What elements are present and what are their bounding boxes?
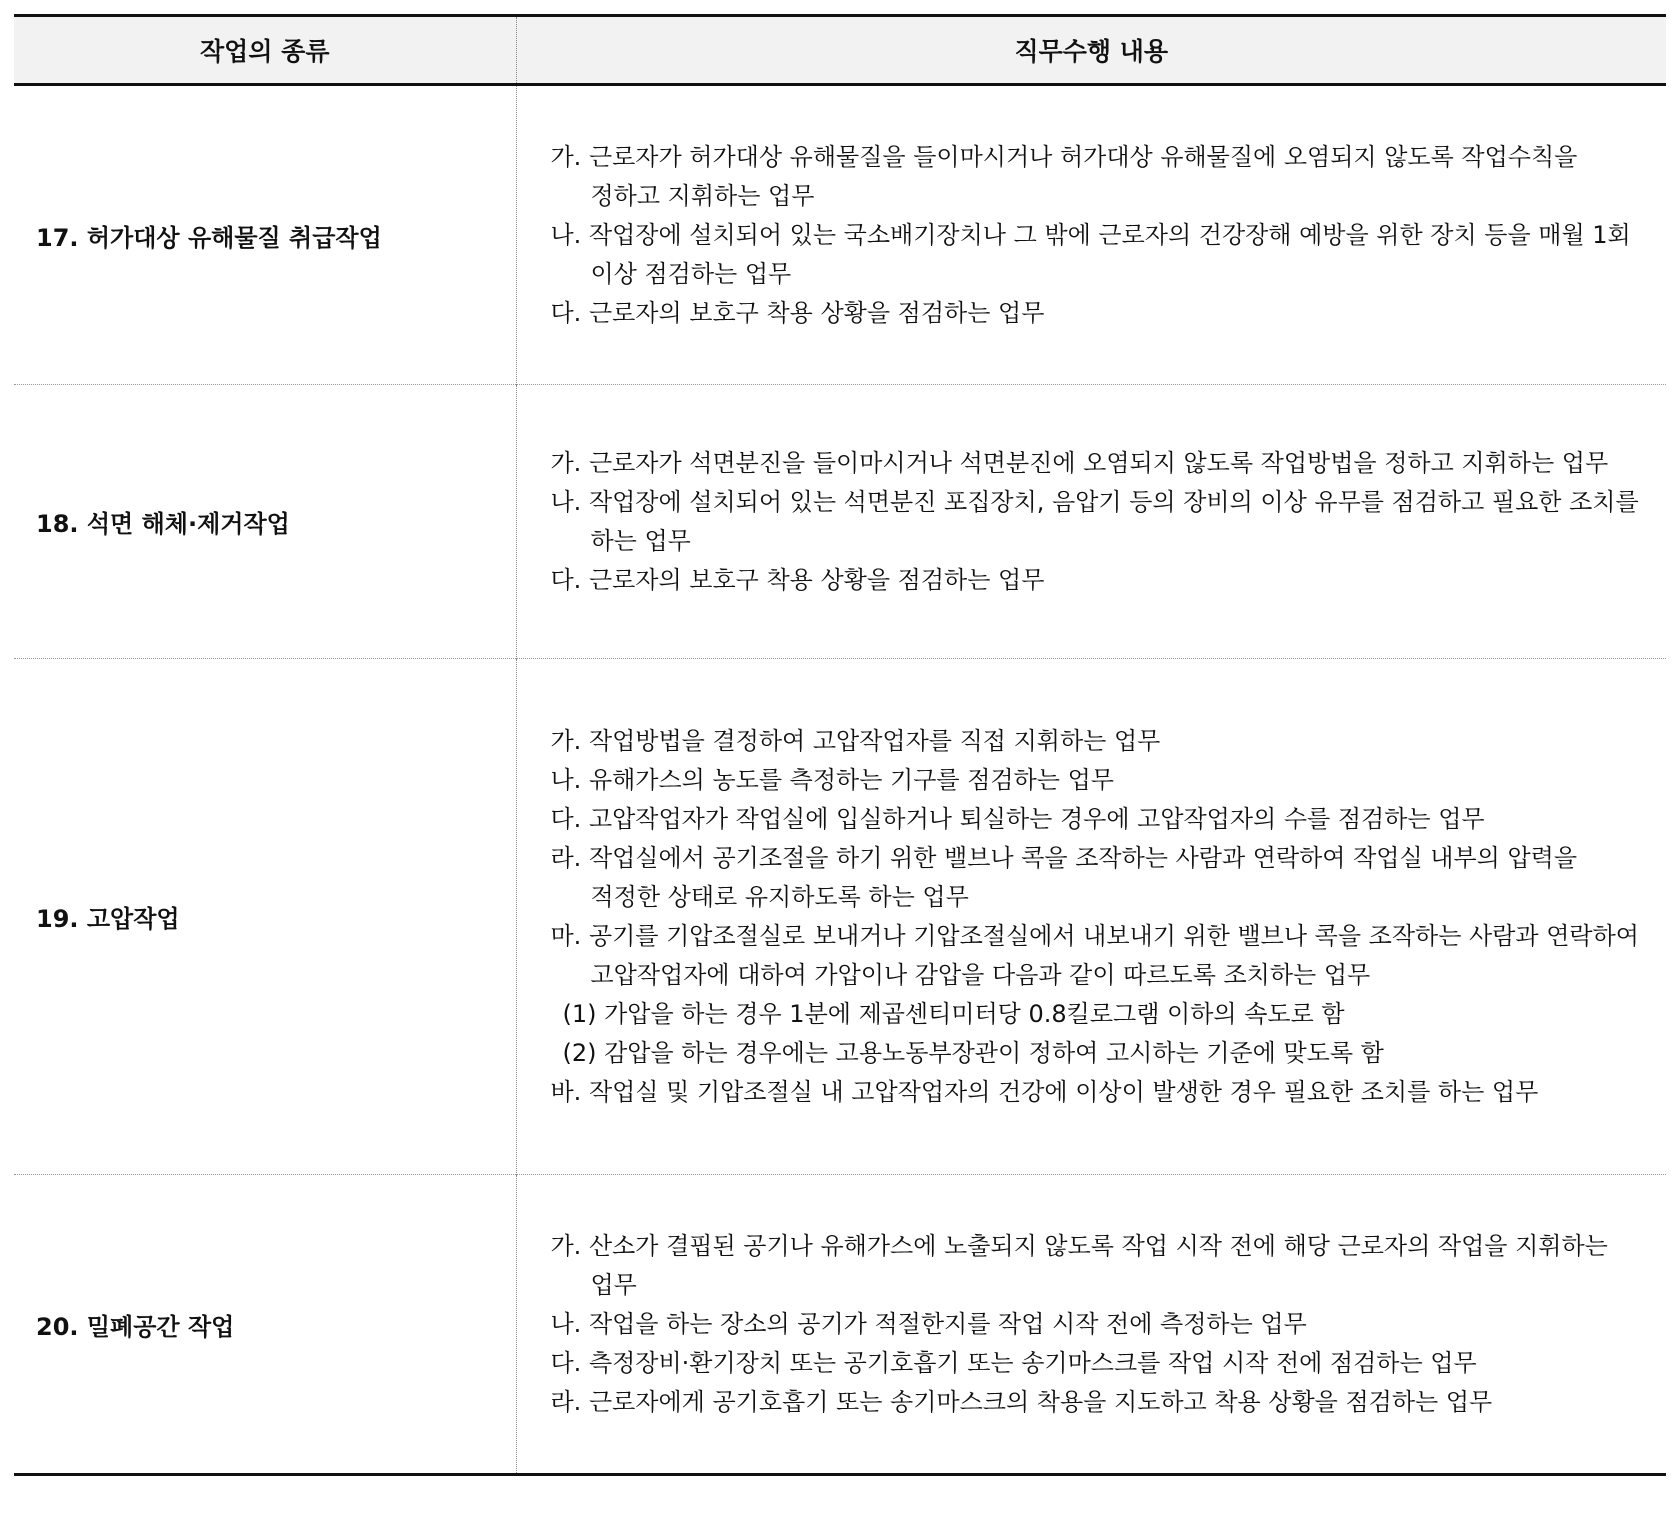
duty-item: 나. 작업을 하는 장소의 공기가 적절한지를 작업 시작 전에 측정하는 업무 [550, 1309, 1307, 1338]
work-kind: 19. 고압작업 [14, 659, 516, 1175]
work-kind: 17. 허가대상 유해물질 취급작업 [14, 85, 516, 385]
duty-item: 가. 근로자가 허가대상 유해물질을 들이마시거나 허가대상 유해물질에 오염되지 않도록 작업수칙을 정하고 지휘하는 업무 [550, 142, 1578, 210]
duty-item: 다. 고압작업자가 작업실에 입실하거나 퇴실하는 경우에 고압작업자의 수를 점검하는 업무 [550, 804, 1485, 833]
duty-sub-item: (2) 감압을 하는 경우에는 고용노동부장관이 정하여 고시하는 기준에 맞도록 함 [562, 1038, 1384, 1067]
duty-item: 가. 산소가 결핍된 공기나 유해가스에 노출되지 않도록 작업 시작 전에 해당 근로자의 작업을 지휘하는 업무 [550, 1231, 1608, 1299]
duties-cell [516, 1175, 1666, 1475]
duty-sub-item: (1) 가압을 하는 경우 1분에 제곱센티미터당 0.8킬로그램 이하의 속도로 함 [562, 999, 1345, 1028]
duty-item: 다. 근로자의 보호구 착용 상황을 점검하는 업무 [550, 298, 1045, 327]
duty-item: 라. 작업실에서 공기조절을 하기 위한 밸브나 콕을 조작하는 사람과 연락하여 작업실 내부의 압력을 적정한 상태로 유지하도록 하는 업무 [550, 843, 1578, 911]
duty-item: 나. 작업장에 설치되어 있는 국소배기장치나 그 밖에 근로자의 건강장해 예방을 위한 장치 등을 매월 1회 이상 점검하는 업무 [550, 220, 1631, 288]
table-row [14, 1175, 1666, 1475]
duty-item: 바. 작업실 및 기압조절실 내 고압작업자의 건강에 이상이 발생한 경우 필요한 조치를 하는 업무 [550, 1077, 1539, 1106]
duties-cell [516, 85, 1666, 385]
duty-item: 다. 측정장비·환기장치 또는 공기호흡기 또는 송기마스크를 작업 시작 전에 점검하는 업무 [550, 1348, 1477, 1377]
work-kind: 20. 밀폐공간 작업 [14, 1175, 516, 1475]
duty-item: 나. 작업장에 설치되어 있는 석면분진 포집장치, 음압기 등의 장비의 이상 유무를 점검하고 필요한 조치를 하는 업무 [550, 487, 1639, 555]
table-row [14, 659, 1666, 1175]
header-duties: 직무수행 내용 [516, 16, 1666, 85]
duty-item: 가. 근로자가 석면분진을 들이마시거나 석면분진에 오염되지 않도록 작업방법을 정하고 지휘하는 업무 [550, 448, 1609, 477]
duty-item: 다. 근로자의 보호구 착용 상황을 점검하는 업무 [550, 565, 1045, 594]
table-row [14, 385, 1666, 659]
duty-item: 마. 공기를 기압조절실로 보내거나 기압조절실에서 내보내기 위한 밸브나 콕을 조작하는 사람과 연락하여 고압작업자에 대하여 가압이나 감압을 다음과 같이 따르도록 조치하는 업무 [550, 921, 1639, 989]
work-kind: 18. 석면 해체·제거작업 [14, 385, 516, 659]
duty-item: 가. 작업방법을 결정하여 고압작업자를 직접 지휘하는 업무 [550, 726, 1161, 755]
duties-cell [516, 659, 1666, 1175]
table-row [14, 85, 1666, 385]
header-row [14, 16, 1666, 85]
duties-table [14, 14, 1666, 1476]
duty-item: 나. 유해가스의 농도를 측정하는 기구를 점검하는 업무 [550, 765, 1114, 794]
duties-cell [516, 385, 1666, 659]
duty-item: 라. 근로자에게 공기호흡기 또는 송기마스크의 착용을 지도하고 착용 상황을 점검하는 업무 [550, 1387, 1493, 1416]
header-kind: 작업의 종류 [14, 16, 516, 85]
